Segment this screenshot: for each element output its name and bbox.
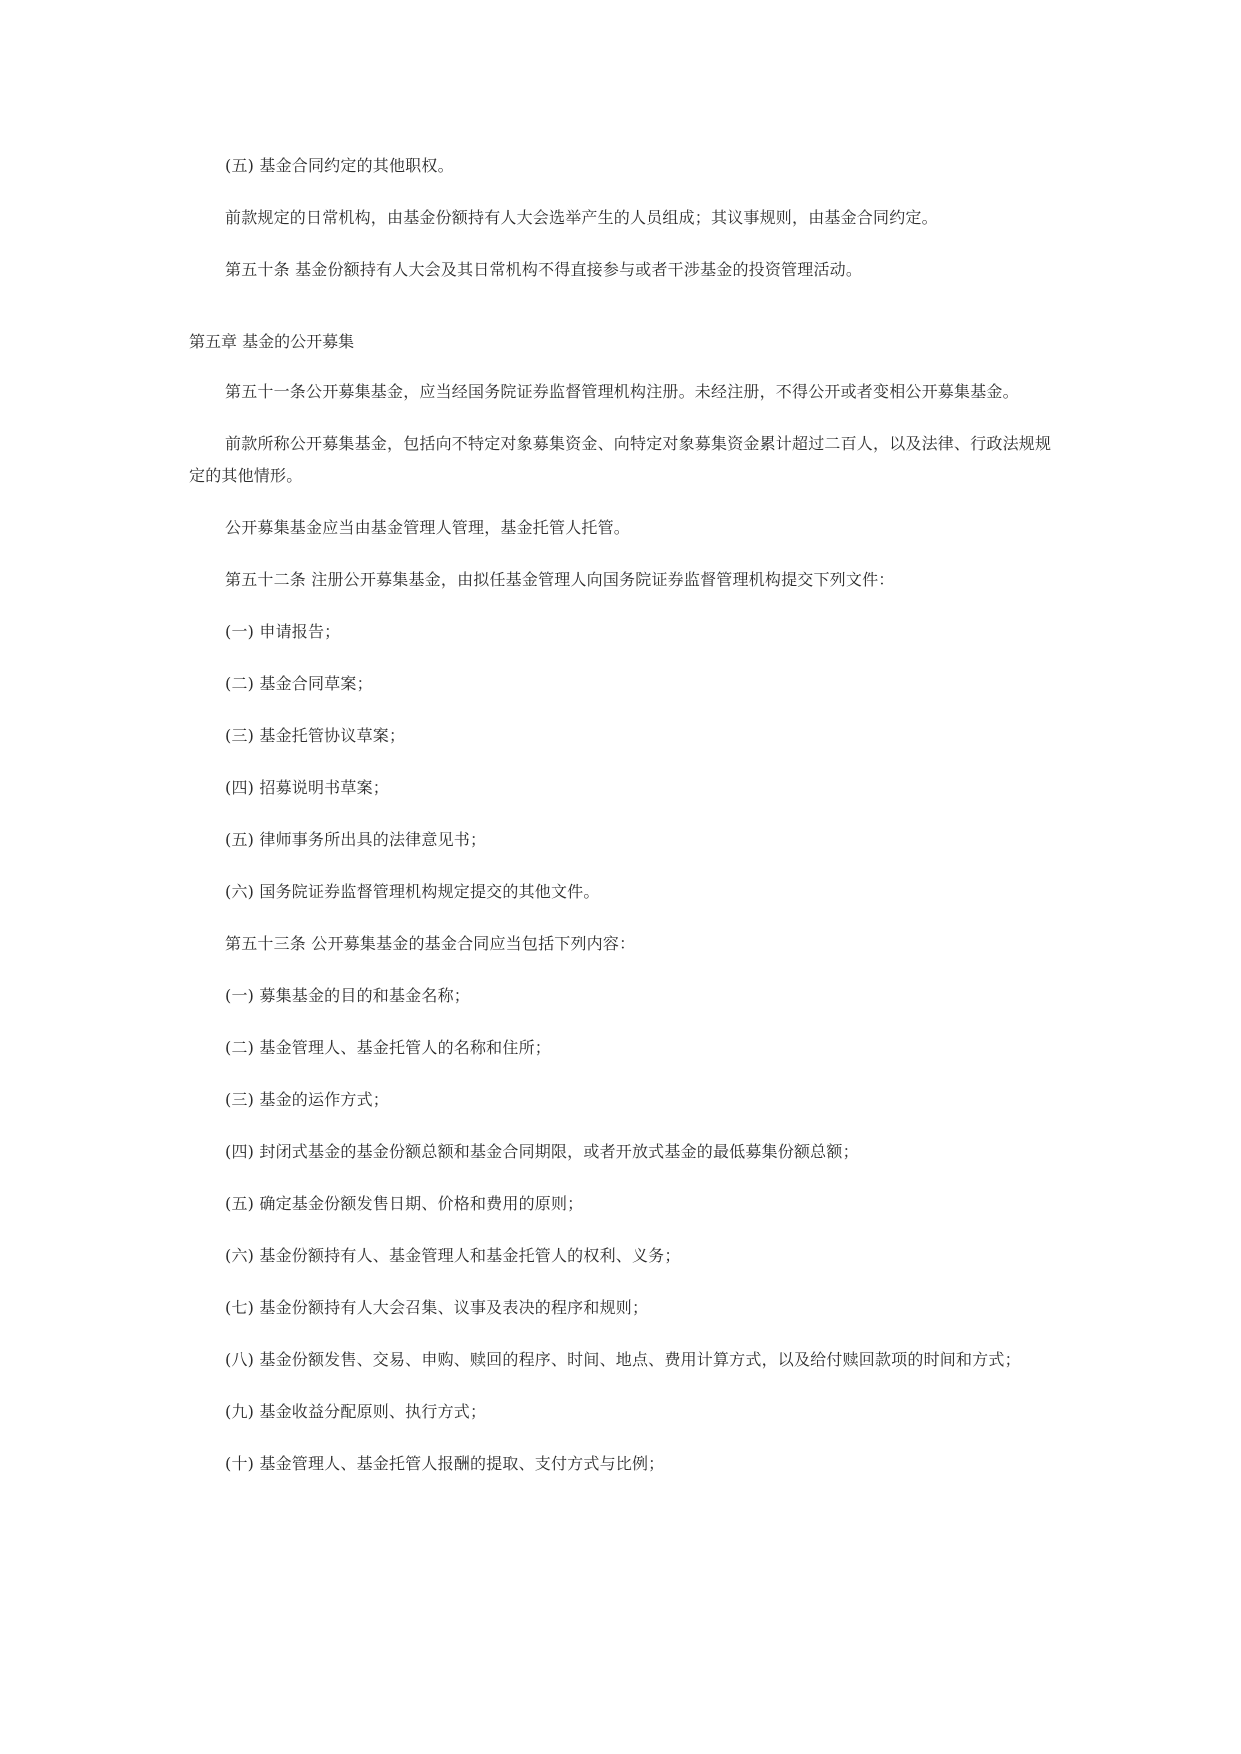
list-item: (一) 募集基金的目的和基金名称； [225, 986, 470, 1005]
list-item: (二) 基金管理人、基金托管人的名称和住所； [225, 1038, 551, 1057]
list-item: (三) 基金的运作方式； [225, 1090, 389, 1109]
list-item: (五) 确定基金份额发售日期、价格和费用的原则； [225, 1194, 584, 1213]
list-item: (四) 招募说明书草案； [225, 778, 389, 797]
list-item: (一) 申请报告； [225, 622, 341, 641]
list-item: (七) 基金份额持有人大会召集、议事及表决的程序和规则； [225, 1298, 649, 1317]
list-item: (八) 基金份额发售、交易、申购、赎回的程序、时间、地点、费用计算方式，以及给付赎回款项的时间和方式； [225, 1350, 1021, 1369]
list-item: (十) 基金管理人、基金托管人报酬的提取、支付方式与比例； [225, 1454, 665, 1473]
article-paragraph: 第五十条 基金份额持有人大会及其日常机构不得直接参与或者干涉基金的投资管理活动。 [225, 260, 863, 279]
article-paragraph: 第五十二条 注册公开募集基金，由拟任基金管理人向国务院证券监督管理机构提交下列文件： [225, 570, 895, 589]
paragraph: (五) 基金合同约定的其他职权。 [225, 156, 454, 175]
list-item: (六) 基金份额持有人、基金管理人和基金托管人的权利、义务； [225, 1246, 681, 1265]
list-item: (九) 基金收益分配原则、执行方式； [225, 1402, 487, 1421]
article-paragraph: 第五十三条 公开募集基金的基金合同应当包括下列内容： [225, 934, 636, 953]
list-item: (三) 基金托管协议草案； [225, 726, 406, 745]
paragraph: 公开募集基金应当由基金管理人管理，基金托管人托管。 [225, 518, 631, 537]
chapter-heading: 第五章 基金的公开募集 [189, 332, 355, 351]
list-item: (二) 基金合同草案； [225, 674, 373, 693]
list-item: (五) 律师事务所出具的法律意见书； [225, 830, 487, 849]
paragraph: 前款所称公开募集基金，包括向不特定对象募集资金、向特定对象募集资金累计超过二百人，以及法律、行政法规规定的其他情形。 [189, 434, 1052, 485]
document-body [189, 150, 1059, 1500]
list-item: (六) 国务院证券监督管理机构规定提交的其他文件。 [225, 882, 600, 901]
paragraph: 前款规定的日常机构，由基金份额持有人大会选举产生的人员组成；其议事规则，由基金合同约定。 [225, 208, 938, 227]
article-paragraph: 第五十一条公开募集基金，应当经国务院证券监督管理机构注册。未经注册，不得公开或者变相公开募集基金。 [225, 382, 1019, 401]
list-item: (四) 封闭式基金的基金份额总额和基金合同期限，或者开放式基金的最低募集份额总额； [225, 1142, 859, 1161]
